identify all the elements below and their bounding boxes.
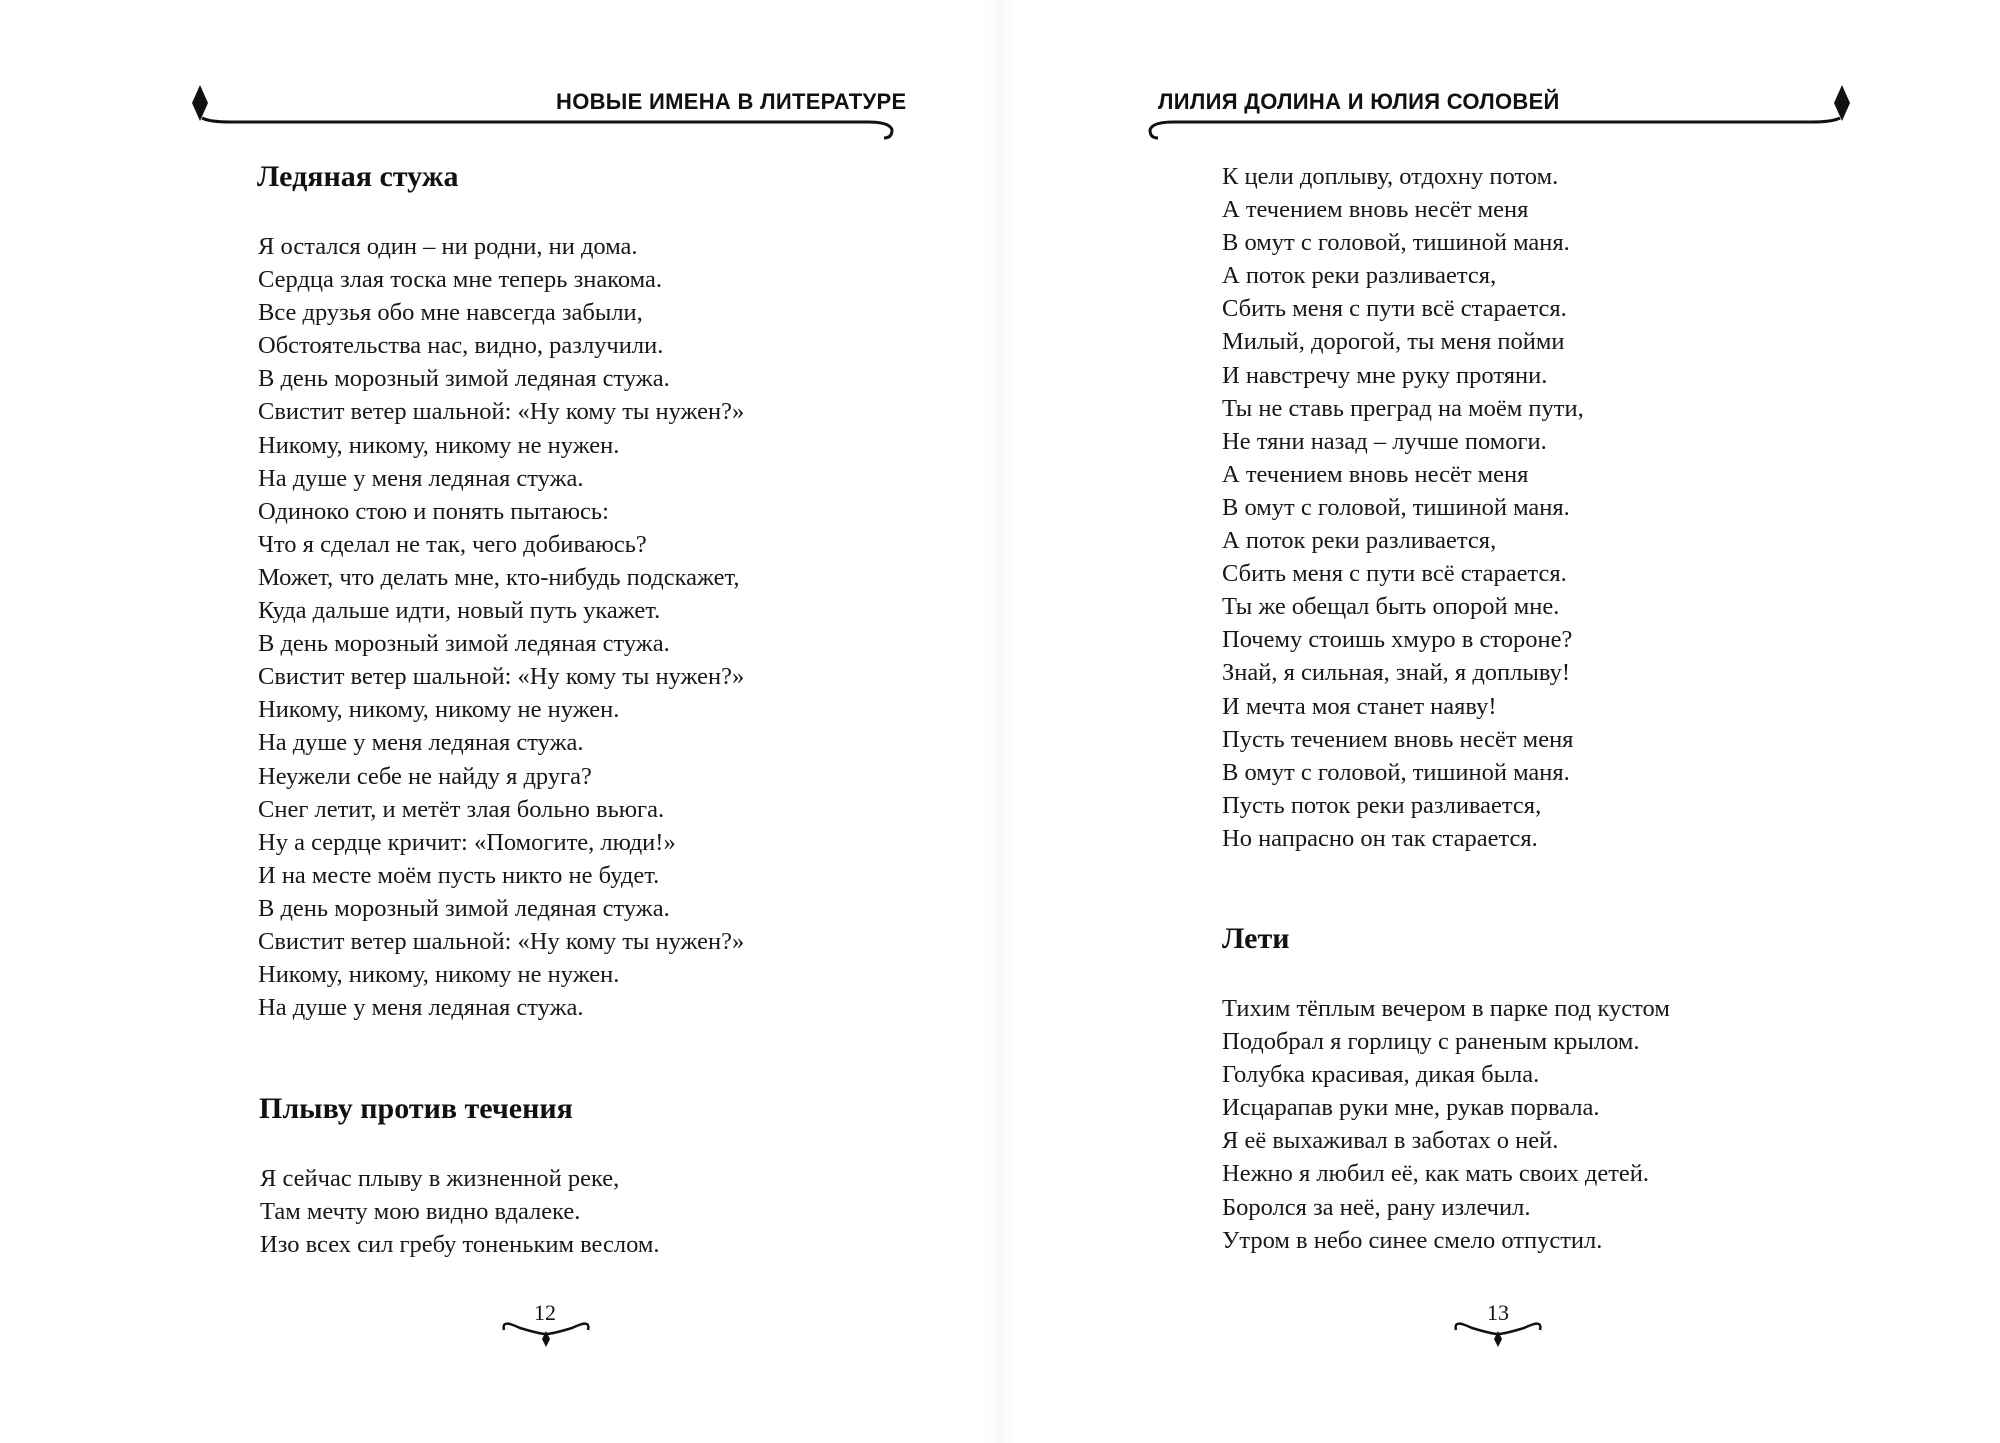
verse-line: Ты же обещал быть опорой мне.: [1222, 593, 1560, 621]
verse-line: Свистит ветер шальной: «Ну кому ты нужен?»: [258, 398, 745, 426]
verse-line: Подобрал я горлицу с раненым крылом.: [1222, 1028, 1640, 1056]
verse-line: Утром в небо синее смело отпустил.: [1222, 1226, 1603, 1254]
verse-line: Ты не ставь преград на моём пути,: [1222, 394, 1584, 422]
verse-line: И мечта моя станет наяву!: [1222, 692, 1497, 720]
verse-line: Куда дальше идти, новый путь укажет.: [258, 597, 661, 625]
verse-line: Сердца злая тоска мне теперь знакома.: [258, 266, 663, 294]
verse-line: Я остался один – ни родни, ни дома.: [258, 233, 638, 260]
folio-ornament-icon: [1452, 1318, 1544, 1348]
verse-line: Сбить меня с пути всё старается.: [1222, 560, 1567, 588]
poem-verse-continued: [1222, 160, 1584, 855]
verse-line: А поток реки разливается,: [1222, 527, 1497, 555]
verse-line: Ну а сердце кричит: «Помогите, люди!»: [258, 828, 676, 856]
verse-line: Не тяни назад – лучше помоги.: [1222, 427, 1547, 455]
verse-line: На душе у меня ледяная стужа.: [258, 729, 584, 757]
verse-line: И на месте моём пусть никто не будет.: [258, 861, 660, 889]
verse-line: Знай, я сильная, знай, я доплыву!: [1222, 659, 1570, 687]
verse-line: Свистит ветер шальной: «Ну кому ты нужен?»: [258, 927, 745, 955]
verse-line: Одиноко стою и понять пытаюсь:: [258, 497, 609, 525]
verse-line: Свистит ветер шальной: «Ну кому ты нужен?»: [258, 663, 745, 691]
verse-line: Изо всех сил гребу тоненьким веслом.: [260, 1231, 660, 1259]
verse-line: Неужели себе не найду я друга?: [258, 762, 592, 790]
running-header: НОВЫЕ ИМЕНА В ЛИТЕРАТУРЕ: [556, 89, 907, 114]
poem-verse: [260, 1162, 660, 1261]
verse-line: А течением вновь несёт меня: [1222, 196, 1529, 224]
verse-line: Тихим тёплым вечером в парке под кустом: [1222, 995, 1670, 1022]
verse-line: Сбить меня с пути всё старается.: [1222, 295, 1567, 323]
verse-line: Никому, никому, никому не нужен.: [258, 431, 620, 459]
verse-line: Почему стоишь хмуро в стороне?: [1222, 626, 1573, 654]
poem-title: Ледяная стужа: [257, 160, 459, 193]
verse-line: Я её выхаживал в заботах о ней.: [1222, 1127, 1559, 1155]
verse-line: А поток реки разливается,: [1222, 262, 1497, 290]
verse-line: На душе у меня ледяная стужа.: [258, 464, 584, 492]
verse-line: На душе у меня ледяная стужа.: [258, 994, 584, 1022]
running-header: ЛИЛИЯ ДОЛИНА И ЮЛИЯ СОЛОВЕЙ: [1158, 89, 1560, 114]
verse-line: В омут с головой, тишиной маня.: [1222, 493, 1570, 521]
poem-verse: [258, 230, 744, 1024]
verse-line: В день морозный зимой ледяная стужа.: [258, 630, 670, 658]
verse-line: Исцарапав руки мне, рукав порвала.: [1222, 1094, 1600, 1122]
verse-line: В омут с головой, тишиной маня.: [1222, 229, 1570, 257]
verse-line: А течением вновь несёт меня: [1222, 460, 1529, 488]
verse-line: Никому, никому, никому не нужен.: [258, 696, 620, 724]
verse-line: Снег летит, и метёт злая больно вьюга.: [258, 795, 665, 823]
verse-line: Нежно я любил её, как мать своих детей.: [1222, 1160, 1650, 1188]
verse-line: Я сейчас плыву в жизненной реке,: [260, 1165, 620, 1192]
page-number: 13: [1487, 1300, 1509, 1325]
poem-verse: [1222, 992, 1670, 1257]
verse-line: Все друзья обо мне навсегда забыли,: [258, 299, 643, 327]
verse-line: Но напрасно он так старается.: [1222, 824, 1538, 852]
verse-line: Пусть поток реки разливается,: [1222, 791, 1542, 819]
verse-line: К цели доплыву, отдохну потом.: [1222, 163, 1559, 190]
verse-line: В день морозный зимой ледяная стужа.: [258, 365, 670, 393]
verse-line: Боролся за неё, рану излечил.: [1222, 1193, 1531, 1221]
verse-line: В день морозный зимой ледяная стужа.: [258, 894, 670, 922]
verse-line: Пусть течением вновь несёт меня: [1222, 725, 1574, 753]
verse-line: Что я сделал не так, чего добиваюсь?: [258, 530, 647, 558]
verse-line: Может, что делать мне, кто-нибудь подскажет,: [258, 563, 740, 591]
verse-line: Милый, дорогой, ты меня пойми: [1222, 328, 1565, 356]
poem-title: Плыву против течения: [259, 1092, 573, 1125]
right-page: [1000, 0, 2000, 1443]
verse-line: Никому, никому, никому не нужен.: [258, 961, 620, 989]
verse-line: Голубка красивая, дикая была.: [1222, 1061, 1540, 1089]
verse-line: Там мечту мою видно вдалеке.: [260, 1198, 581, 1226]
verse-line: И навстречу мне руку протяни.: [1222, 361, 1548, 389]
folio-ornament-icon: [500, 1318, 592, 1348]
verse-line: В омут с головой, тишиной маня.: [1222, 758, 1570, 786]
verse-line: Обстоятельства нас, видно, разлучили.: [258, 332, 664, 360]
page-number: 12: [534, 1300, 556, 1325]
poem-title: Лети: [1222, 922, 1290, 955]
